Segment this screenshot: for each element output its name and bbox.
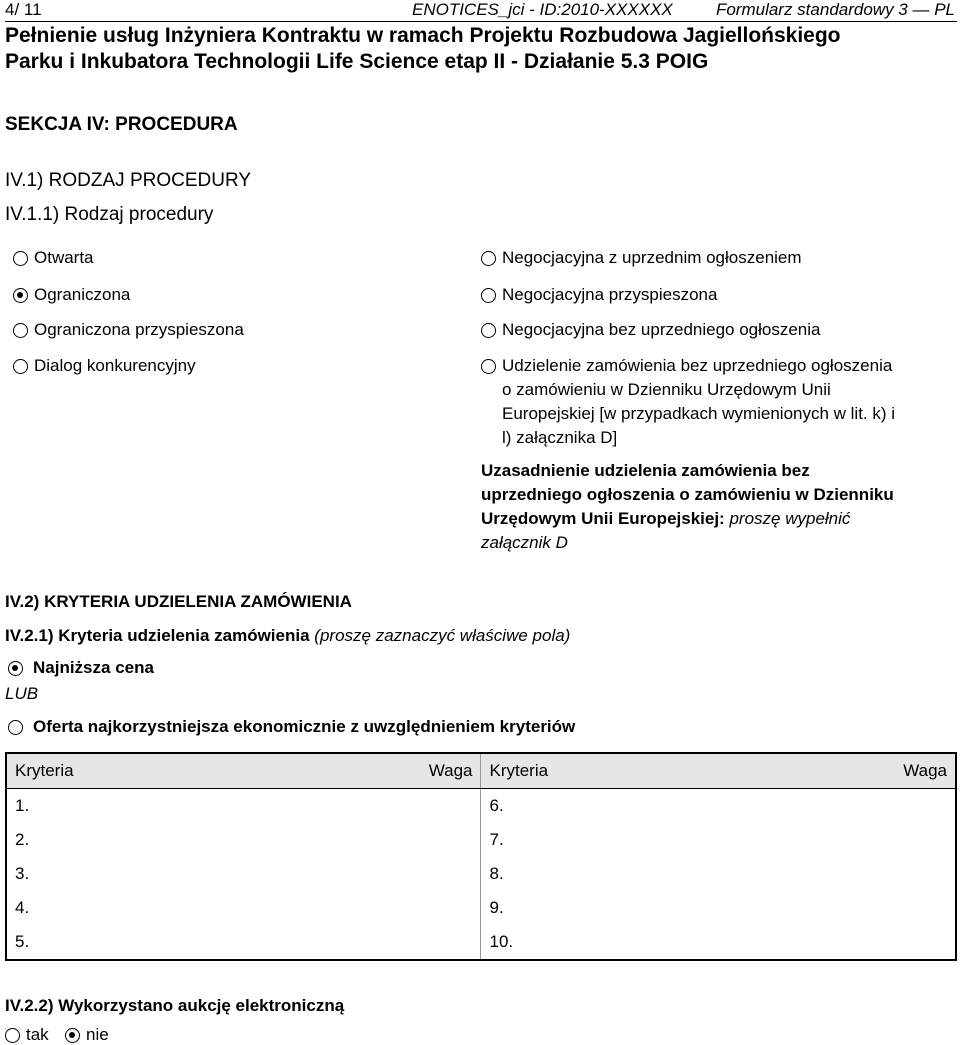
- criteria-table: [5, 752, 957, 961]
- uzasadnienie-line1: Uzasadnienie udzielenia zamówienia bez: [481, 461, 810, 480]
- option-negocjacyjna-z-ogloszeniem[interactable]: Negocjacyjna z uprzednim ogłoszeniem: [481, 248, 802, 268]
- table-row: [6, 857, 956, 891]
- radio-ograniczona-przyspieszona[interactable]: [13, 323, 28, 338]
- header-kryteria-1: Kryteria: [6, 753, 270, 789]
- criteria-cell[interactable]: 10.: [489, 932, 514, 951]
- uzasadnienie-line3: Urzędowym Unii Europejskiej: proszę wypełnić: [481, 509, 851, 528]
- option-dialog-konkurencyjny[interactable]: Dialog konkurencyjny: [13, 356, 196, 376]
- lub-label: LUB: [5, 684, 39, 703]
- weight-cell[interactable]: [270, 857, 481, 891]
- udzielenie-line3: Europejskiej [w przypadkach wymienionych w lit. k) i: [502, 404, 896, 423]
- radio-negocjacyjna-przyspieszona[interactable]: [481, 288, 496, 303]
- form-type: Formularz standardowy 3 — PL: [715, 0, 955, 19]
- uzasadnienie-line2: uprzedniego ogłoszenia o zamówieniu w Dzienniku: [481, 485, 894, 504]
- table-header-row: [6, 753, 956, 789]
- weight-cell[interactable]: [270, 789, 481, 824]
- radio-udzielenie-bez-ogloszenia[interactable]: [481, 359, 496, 374]
- weight-cell[interactable]: [743, 823, 956, 857]
- option-ograniczona-przyspieszona[interactable]: Ograniczona przyspieszona: [13, 320, 244, 340]
- criteria-cell[interactable]: 4.: [15, 898, 30, 917]
- criteria-cell[interactable]: 6.: [489, 796, 504, 815]
- iv1-sub-heading: IV.1.1) Rodzaj procedury: [5, 204, 214, 225]
- page-number: 4/ 11: [5, 0, 42, 19]
- udzielenie-line4: l) załącznika D]: [502, 428, 618, 447]
- criteria-cell[interactable]: 2.: [15, 830, 30, 849]
- table-row: [6, 891, 956, 925]
- header-kryteria-2: Kryteria: [481, 753, 743, 789]
- criteria-cell[interactable]: 8.: [489, 864, 504, 883]
- radio-ograniczona[interactable]: [13, 288, 28, 303]
- radio-tak[interactable]: [5, 1028, 20, 1043]
- notice-id: ENOTICES_jci - ID:2010-XXXXXX: [412, 0, 673, 19]
- header-waga-2: Waga: [743, 753, 956, 789]
- table-row: [6, 823, 956, 857]
- iv2-sub-heading: IV.2.1) Kryteria udzielenia zamówienia (proszę zaznaczyć właściwe pola): [5, 626, 571, 645]
- header-waga-1: Waga: [270, 753, 481, 789]
- radio-najnizsza-cena[interactable]: [8, 661, 23, 676]
- page-header: [5, 0, 955, 22]
- criteria-cell[interactable]: 9.: [489, 898, 504, 917]
- document-title-line2: Parku i Inkubatora Technologii Life Science etap II - Działanie 5.3 POIG: [5, 50, 709, 73]
- radio-negocjacyjna-z-ogloszeniem[interactable]: [481, 251, 496, 266]
- weight-cell[interactable]: [270, 925, 481, 960]
- option-nie[interactable]: nie: [65, 1025, 109, 1045]
- option-negocjacyjna-bez-ogloszenia[interactable]: Negocjacyjna bez uprzedniego ogłoszenia: [481, 320, 821, 340]
- udzielenie-line2: o zamówieniu w Dzienniku Urzędowym Unii: [502, 380, 831, 399]
- criteria-cell[interactable]: 7.: [489, 830, 504, 849]
- iv1-heading: IV.1) RODZAJ PROCEDURY: [5, 170, 251, 191]
- weight-cell[interactable]: [270, 891, 481, 925]
- weight-cell[interactable]: [743, 925, 956, 960]
- weight-cell[interactable]: [743, 857, 956, 891]
- radio-otwarta[interactable]: [13, 251, 28, 266]
- section-heading: SEKCJA IV: PROCEDURA: [5, 114, 238, 135]
- document-title-line1: Pełnienie usług Inżyniera Kontraktu w ramach Projektu Rozbudowa Jagiellońskiego: [5, 24, 841, 47]
- option-otwarta[interactable]: Otwarta: [13, 248, 94, 268]
- option-najnizsza-cena[interactable]: Najniższa cena: [8, 658, 154, 678]
- criteria-cell[interactable]: 5.: [15, 932, 30, 951]
- criteria-cell[interactable]: 3.: [15, 864, 30, 883]
- radio-oferta-najkorzystniejsza[interactable]: [8, 720, 23, 735]
- weight-cell[interactable]: [743, 789, 956, 824]
- table-row: [6, 789, 956, 824]
- option-udzielenie-bez-ogloszenia[interactable]: Udzielenie zamówienia bez uprzedniego ogłoszenia: [481, 356, 892, 376]
- option-ograniczona[interactable]: Ograniczona: [13, 285, 130, 305]
- criteria-cell[interactable]: 1.: [15, 796, 30, 815]
- iv2-heading: IV.2) KRYTERIA UDZIELENIA ZAMÓWIENIA: [5, 592, 352, 611]
- option-negocjacyjna-przyspieszona[interactable]: Negocjacyjna przyspieszona: [481, 285, 717, 305]
- radio-nie[interactable]: [65, 1028, 80, 1043]
- uzasadnienie-line4: załącznik D: [481, 533, 568, 552]
- weight-cell[interactable]: [743, 891, 956, 925]
- table-row: [6, 925, 956, 960]
- option-oferta-najkorzystniejsza[interactable]: Oferta najkorzystniejsza ekonomicznie z uwzględnieniem kryteriów: [8, 717, 575, 737]
- aukcja-heading: IV.2.2) Wykorzystano aukcję elektroniczną: [5, 996, 345, 1015]
- header-divider: [5, 21, 957, 22]
- radio-negocjacyjna-bez-ogloszenia[interactable]: [481, 323, 496, 338]
- radio-dialog-konkurencyjny[interactable]: [13, 359, 28, 374]
- option-tak[interactable]: tak: [5, 1025, 49, 1045]
- weight-cell[interactable]: [270, 823, 481, 857]
